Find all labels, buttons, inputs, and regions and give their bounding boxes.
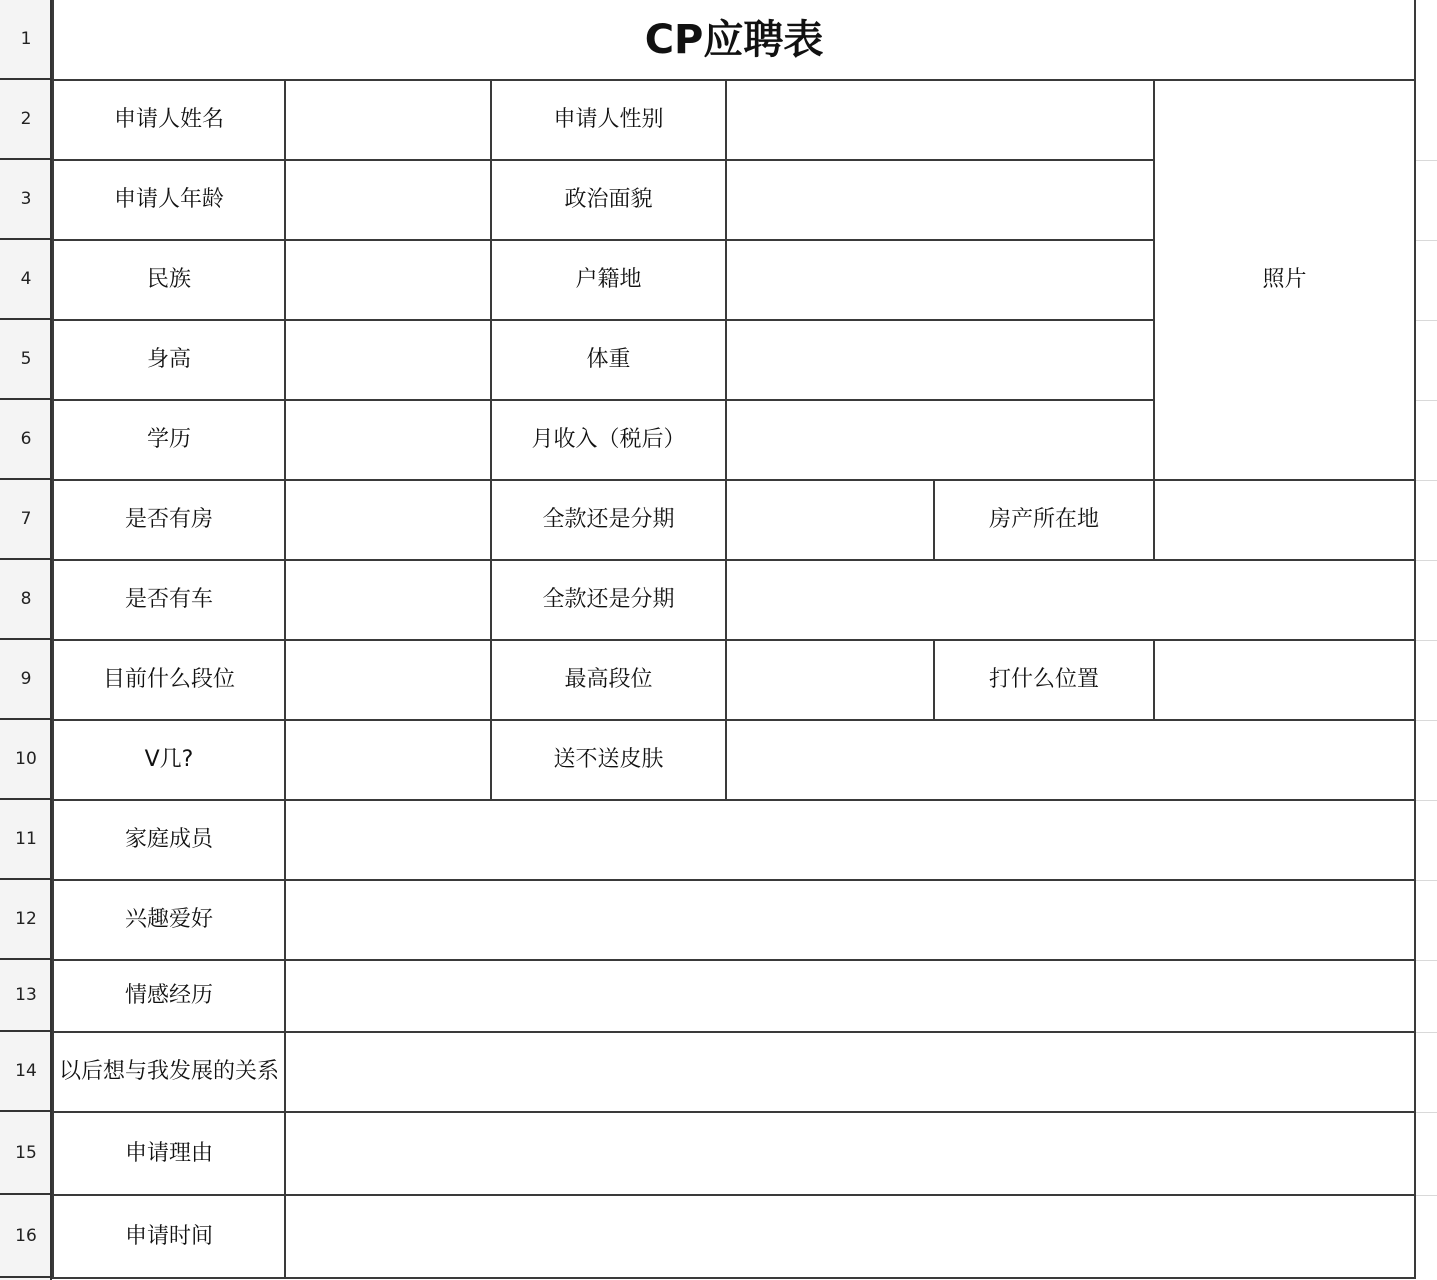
grid-line: [1414, 880, 1437, 881]
car-payment-cell[interactable]: [726, 560, 1415, 640]
row-number[interactable]: 1: [0, 0, 52, 80]
highest-rank-cell[interactable]: [726, 640, 934, 720]
grid-line: [1414, 640, 1437, 641]
gift-skin-label: 送不送皮肤: [491, 720, 726, 800]
emotional-history-cell[interactable]: [285, 960, 1415, 1032]
current-rank-label: 目前什么段位: [53, 640, 285, 720]
photo-cell[interactable]: 照片: [1154, 80, 1415, 480]
row-number[interactable]: 5: [0, 320, 52, 400]
row-number[interactable]: 14: [0, 1032, 52, 1112]
applicant-name-label: 申请人姓名: [53, 80, 285, 160]
political-status-label: 政治面貌: [491, 160, 726, 240]
row-number[interactable]: 12: [0, 880, 52, 960]
application-reason-label: 申请理由: [53, 1112, 285, 1195]
row-number[interactable]: 11: [0, 800, 52, 880]
monthly-income-cell[interactable]: [726, 400, 1154, 480]
grid-line: [1414, 560, 1437, 561]
household-registration-label: 户籍地: [491, 240, 726, 320]
family-members-label: 家庭成员: [53, 800, 285, 880]
future-relationship-cell[interactable]: [285, 1032, 1415, 1112]
hobbies-cell[interactable]: [285, 880, 1415, 960]
weight-cell[interactable]: [726, 320, 1154, 400]
row-number[interactable]: 9: [0, 640, 52, 720]
grid-line: [1414, 160, 1437, 161]
grid-line: [1414, 320, 1437, 321]
position-cell[interactable]: [1154, 640, 1415, 720]
form-title: CP应聘表: [53, 0, 1415, 80]
car-payment-label: 全款还是分期: [491, 560, 726, 640]
application-reason-cell[interactable]: [285, 1112, 1415, 1195]
row-number[interactable]: 10: [0, 720, 52, 800]
row-number[interactable]: 16: [0, 1195, 52, 1278]
row-header-gutter: [0, 0, 52, 1280]
row-number[interactable]: 8: [0, 560, 52, 640]
height-label: 身高: [53, 320, 285, 400]
has-car-cell[interactable]: [285, 560, 491, 640]
grid-line: [1414, 960, 1437, 961]
emotional-history-label: 情感经历: [53, 960, 285, 1032]
application-time-cell[interactable]: [285, 1195, 1415, 1278]
grid-line: [1414, 800, 1437, 801]
row-number[interactable]: 6: [0, 400, 52, 480]
applicant-age-label: 申请人年龄: [53, 160, 285, 240]
grid-line: [1414, 240, 1437, 241]
future-relationship-label: 以后想与我发展的关系: [53, 1032, 285, 1112]
height-cell[interactable]: [285, 320, 491, 400]
monthly-income-label: 月收入（税后）: [491, 400, 726, 480]
applicant-age-cell[interactable]: [285, 160, 491, 240]
vip-level-label: V几?: [53, 720, 285, 800]
grid-line: [1414, 1195, 1437, 1196]
row-number[interactable]: 7: [0, 480, 52, 560]
family-members-cell[interactable]: [285, 800, 1415, 880]
property-location-cell[interactable]: [1154, 480, 1415, 560]
grid-line: [1414, 1032, 1437, 1033]
house-payment-label: 全款还是分期: [491, 480, 726, 560]
row-number[interactable]: 3: [0, 160, 52, 240]
grid-line: [1414, 1112, 1437, 1113]
applicant-gender-cell[interactable]: [726, 80, 1154, 160]
row-number[interactable]: 13: [0, 960, 52, 1032]
applicant-gender-label: 申请人性别: [491, 80, 726, 160]
application-time-label: 申请时间: [53, 1195, 285, 1278]
current-rank-cell[interactable]: [285, 640, 491, 720]
highest-rank-label: 最高段位: [491, 640, 726, 720]
education-label: 学历: [53, 400, 285, 480]
ethnicity-cell[interactable]: [285, 240, 491, 320]
row-number[interactable]: 15: [0, 1112, 52, 1195]
education-cell[interactable]: [285, 400, 491, 480]
vip-level-cell[interactable]: [285, 720, 491, 800]
house-payment-cell[interactable]: [726, 480, 934, 560]
hobbies-label: 兴趣爱好: [53, 880, 285, 960]
has-car-label: 是否有车: [53, 560, 285, 640]
household-registration-cell[interactable]: [726, 240, 1154, 320]
cp-application-form: [52, 0, 1416, 1279]
row-number[interactable]: 2: [0, 80, 52, 160]
property-location-label: 房产所在地: [934, 480, 1154, 560]
grid-line: [1414, 480, 1437, 481]
applicant-name-cell[interactable]: [285, 80, 491, 160]
has-house-label: 是否有房: [53, 480, 285, 560]
political-status-cell[interactable]: [726, 160, 1154, 240]
position-label: 打什么位置: [934, 640, 1154, 720]
row-number[interactable]: 4: [0, 240, 52, 320]
has-house-cell[interactable]: [285, 480, 491, 560]
weight-label: 体重: [491, 320, 726, 400]
grid-line: [1414, 400, 1437, 401]
gift-skin-cell[interactable]: [726, 720, 1415, 800]
grid-line: [1414, 720, 1437, 721]
ethnicity-label: 民族: [53, 240, 285, 320]
